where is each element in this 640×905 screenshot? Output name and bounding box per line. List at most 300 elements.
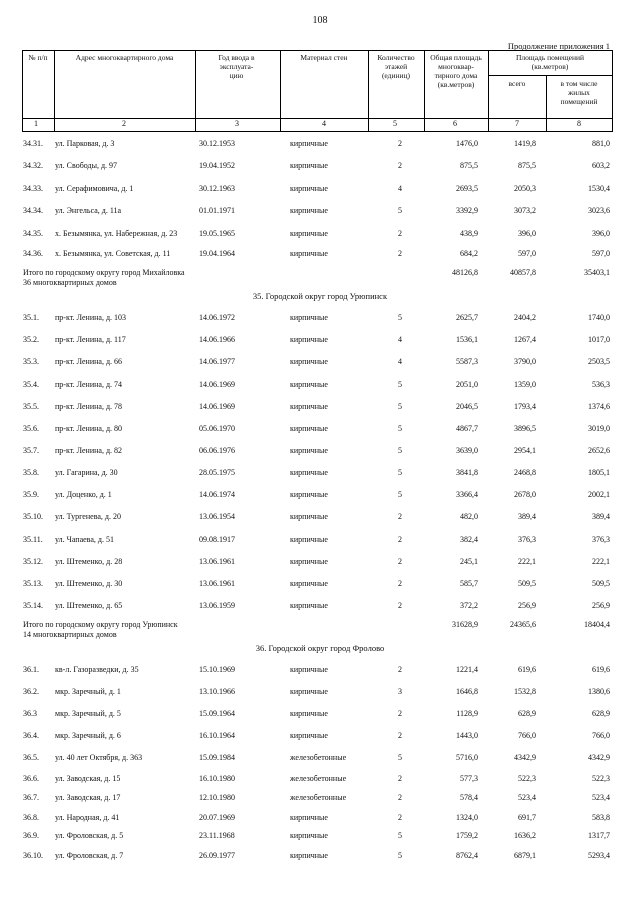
cell-addr: пр-кт. Ленина, д. 103 xyxy=(55,313,127,322)
cell-all: 3790,0 xyxy=(514,357,536,366)
cell-liv: 603,2 xyxy=(592,161,610,170)
cell-year: 13.06.1954 xyxy=(199,512,235,521)
cell-fl: 2 xyxy=(398,139,402,148)
cell-year: 15.10.1969 xyxy=(199,665,235,674)
cell-tot: 684,2 xyxy=(460,249,478,258)
cell-tot: 1443,0 xyxy=(456,731,478,740)
cell-addr: пр-кт. Ленина, д. 117 xyxy=(55,335,126,344)
cell-tot: 578,4 xyxy=(460,793,478,802)
cell-liv: 1530,4 xyxy=(588,184,610,193)
cell-num: 36.10. xyxy=(23,851,43,860)
total-tot: 31628,9 xyxy=(452,620,478,629)
cell-addr: ул. 40 лет Октября, д. 363 xyxy=(55,753,143,762)
cell-year: 05.06.1970 xyxy=(199,424,235,433)
header-premises-area-label: Площадь помещений (кв.метров) xyxy=(516,53,584,71)
table-row xyxy=(22,600,612,612)
cell-addr: пр-кт. Ленина, д. 82 xyxy=(55,446,123,455)
cell-mat: кирпичные xyxy=(290,831,328,840)
cell-num: 35.2. xyxy=(23,335,39,344)
cell-year: 16.10.1980 xyxy=(199,774,235,783)
total-all: 24365,6 xyxy=(510,620,536,629)
cell-num: 36.5. xyxy=(23,753,39,762)
column-numbers-row xyxy=(22,118,612,131)
table-row xyxy=(22,312,612,324)
cell-mat: железобетонные xyxy=(290,753,347,762)
cell-mat: кирпичные xyxy=(290,579,328,588)
table-row xyxy=(22,752,612,764)
table-row xyxy=(22,850,612,862)
cell-tot: 245,1 xyxy=(460,557,478,566)
cell-num: 36.8. xyxy=(23,813,39,822)
cell-year: 14.06.1972 xyxy=(199,313,235,322)
cell-num: 34.31. xyxy=(23,139,43,148)
cell-addr: ул. Народная, д. 41 xyxy=(55,813,120,822)
cell-tot: 372,2 xyxy=(460,601,478,610)
cell-mat: кирпичные xyxy=(290,380,328,389)
cell-all: 523,4 xyxy=(518,793,536,802)
cell-num: 35.11. xyxy=(23,535,43,544)
header-floors-label: Количество этажей (единиц) xyxy=(377,53,415,80)
cell-num: 34.33. xyxy=(23,184,43,193)
cell-addr: ул. Фроловская, д. 7 xyxy=(55,851,124,860)
header-material-label: Материал стен xyxy=(300,53,348,62)
cell-all: 509,5 xyxy=(518,579,536,588)
cell-year: 16.10.1964 xyxy=(199,731,235,740)
cell-num: 36.2. xyxy=(23,687,39,696)
cell-all: 2678,0 xyxy=(514,490,536,499)
header-total-area xyxy=(424,51,488,119)
cell-tot: 2051,0 xyxy=(456,380,478,389)
cell-year: 06.06.1976 xyxy=(199,446,235,455)
cell-fl: 5 xyxy=(398,468,402,477)
cell-liv: 2002,1 xyxy=(588,490,610,499)
cell-fl: 2 xyxy=(398,557,402,566)
cell-liv: 256,9 xyxy=(592,601,610,610)
cell-liv: 5293,4 xyxy=(588,851,610,860)
header-premises-area xyxy=(488,51,612,71)
cell-mat: кирпичные xyxy=(290,424,328,433)
cell-tot: 577,3 xyxy=(460,774,478,783)
cell-tot: 2625,7 xyxy=(456,313,478,322)
header-floors xyxy=(368,51,424,119)
table-row xyxy=(22,773,612,785)
cell-all: 597,0 xyxy=(518,249,536,258)
column-number: 5 xyxy=(393,119,397,128)
cell-year: 14.06.1966 xyxy=(199,335,235,344)
table-row xyxy=(22,356,612,368)
table-row xyxy=(22,401,612,413)
cell-num: 36.7. xyxy=(23,793,39,802)
table-row xyxy=(22,138,612,150)
column-number: 7 xyxy=(515,119,519,128)
column-number: 6 xyxy=(453,119,457,128)
cell-mat: кирпичные xyxy=(290,512,328,521)
cell-fl: 2 xyxy=(398,579,402,588)
cell-fl: 4 xyxy=(398,357,402,366)
cell-addr: ул. Штеменко, д. 30 xyxy=(55,579,123,588)
cell-addr: ул. Заводская, д. 17 xyxy=(55,793,121,802)
cell-fl: 5 xyxy=(398,831,402,840)
cell-year: 26.09.1977 xyxy=(199,851,235,860)
cell-addr: ул. Доценко, д. 1 xyxy=(55,490,112,499)
cell-addr: мкр. Заречный, д. 1 xyxy=(55,687,121,696)
cell-tot: 5716,0 xyxy=(456,753,478,762)
cell-all: 376,3 xyxy=(518,535,536,544)
cell-fl: 2 xyxy=(398,709,402,718)
cell-year: 20.07.1969 xyxy=(199,813,235,822)
header-living xyxy=(546,77,612,117)
column-number: 4 xyxy=(322,119,326,128)
cell-liv: 376,3 xyxy=(592,535,610,544)
cell-year: 13.06.1959 xyxy=(199,601,235,610)
cell-all: 3896,5 xyxy=(514,424,536,433)
cell-liv: 1374,6 xyxy=(588,402,610,411)
cell-tot: 1221,4 xyxy=(456,665,478,674)
cell-addr: ул. Парковая, д. 3 xyxy=(55,139,115,148)
cell-tot: 1476,0 xyxy=(456,139,478,148)
cell-mat: кирпичные xyxy=(290,139,328,148)
cell-liv: 509,5 xyxy=(592,579,610,588)
cell-mat: кирпичные xyxy=(290,731,328,740)
table-row xyxy=(22,183,612,195)
cell-year: 13.06.1961 xyxy=(199,557,235,566)
cell-liv: 1380,6 xyxy=(588,687,610,696)
cell-num: 35.4. xyxy=(23,380,39,389)
grid-line xyxy=(612,50,613,132)
table-row xyxy=(22,534,612,546)
cell-fl: 2 xyxy=(398,161,402,170)
cell-addr: ул. Чапаева, д. 51 xyxy=(55,535,114,544)
cell-tot: 382,4 xyxy=(460,535,478,544)
cell-addr: пр-кт. Ленина, д. 80 xyxy=(55,424,123,433)
table-row xyxy=(22,379,612,391)
cell-all: 3073,2 xyxy=(514,206,536,215)
header-all-label: всего xyxy=(508,79,526,88)
table-row xyxy=(22,812,612,824)
cell-year: 14.06.1977 xyxy=(199,357,235,366)
cell-num: 35.5. xyxy=(23,402,39,411)
cell-fl: 5 xyxy=(398,402,402,411)
cell-fl: 2 xyxy=(398,229,402,238)
cell-fl: 5 xyxy=(398,753,402,762)
table-row xyxy=(22,228,612,240)
cell-num: 36.4. xyxy=(23,731,39,740)
cell-fl: 5 xyxy=(398,380,402,389)
column-number: 2 xyxy=(122,119,126,128)
header-address xyxy=(54,51,195,119)
cell-all: 1793,4 xyxy=(514,402,536,411)
cell-addr: ул. Фроловская, д. 5 xyxy=(55,831,124,840)
cell-fl: 4 xyxy=(398,184,402,193)
cell-fl: 2 xyxy=(398,731,402,740)
table-row xyxy=(22,334,612,346)
table-row xyxy=(22,556,612,568)
cell-all: 1267,4 xyxy=(514,335,536,344)
cell-mat: кирпичные xyxy=(290,468,328,477)
cell-num: 36.6. xyxy=(23,774,39,783)
cell-fl: 5 xyxy=(398,851,402,860)
cell-liv: 881,0 xyxy=(592,139,610,148)
cell-addr: ул. Свободы, д. 97 xyxy=(55,161,118,170)
cell-liv: 396,0 xyxy=(592,229,610,238)
cell-all: 1359,0 xyxy=(514,380,536,389)
table-row xyxy=(22,160,612,172)
cell-all: 6879,1 xyxy=(514,851,536,860)
cell-tot: 4867,7 xyxy=(456,424,478,433)
cell-fl: 2 xyxy=(398,813,402,822)
cell-num: 35.6. xyxy=(23,424,39,433)
page-number: 108 xyxy=(312,15,328,26)
cell-liv: 628,9 xyxy=(592,709,610,718)
grid-line xyxy=(488,75,612,76)
cell-tot: 3639,0 xyxy=(456,446,478,455)
cell-num: 35.12. xyxy=(23,557,43,566)
cell-num: 36.3 xyxy=(23,709,37,718)
cell-num: 35.7. xyxy=(23,446,39,455)
cell-addr: ул. Штеменко, д. 28 xyxy=(55,557,123,566)
table-row xyxy=(22,730,612,742)
table-row xyxy=(22,708,612,720)
section-title: 35. Городской округ город Урюпинск xyxy=(252,291,388,301)
cell-tot: 1536,1 xyxy=(456,335,478,344)
cell-year: 15.09.1984 xyxy=(199,753,235,762)
cell-liv: 2503,5 xyxy=(588,357,610,366)
cell-all: 766,0 xyxy=(518,731,536,740)
cell-addr: пр-кт. Ленина, д. 74 xyxy=(55,380,123,389)
cell-tot: 1324,0 xyxy=(456,813,478,822)
cell-addr: ул. Штеменко, д. 65 xyxy=(55,601,123,610)
cell-fl: 2 xyxy=(398,535,402,544)
cell-num: 35.8. xyxy=(23,468,39,477)
cell-year: 19.05.1965 xyxy=(199,229,235,238)
table-row xyxy=(22,578,612,590)
section-title: 36. Городской округ город Фролово xyxy=(255,643,385,653)
cell-all: 691,7 xyxy=(518,813,536,822)
total-label: Итого по городскому округу город Михайловка xyxy=(23,268,185,277)
cell-year: 14.06.1974 xyxy=(199,490,235,499)
cell-all: 875,5 xyxy=(518,161,536,170)
cell-num: 35.13. xyxy=(23,579,43,588)
cell-fl: 5 xyxy=(398,313,402,322)
cell-num: 34.32. xyxy=(23,161,43,170)
cell-mat: кирпичные xyxy=(290,357,328,366)
cell-year: 13.10.1966 xyxy=(199,687,235,696)
total-label: Итого по городскому округу город Урюпинск xyxy=(23,620,178,629)
cell-liv: 766,0 xyxy=(592,731,610,740)
cell-num: 34.35. xyxy=(23,229,43,238)
cell-tot: 3392,9 xyxy=(456,206,478,215)
cell-year: 09.08.1917 xyxy=(199,535,235,544)
cell-tot: 3366,4 xyxy=(456,490,478,499)
cell-mat: кирпичные xyxy=(290,446,328,455)
total-tot: 48126,8 xyxy=(452,268,478,277)
table-row xyxy=(22,686,612,698)
cell-fl: 5 xyxy=(398,424,402,433)
cell-liv: 523,4 xyxy=(592,793,610,802)
cell-year: 30.12.1953 xyxy=(199,139,235,148)
table-row xyxy=(22,792,612,804)
cell-year: 28.05.1975 xyxy=(199,468,235,477)
cell-mat: кирпичные xyxy=(290,709,328,718)
cell-liv: 389,4 xyxy=(592,512,610,521)
total-count: 14 многоквартирных домов xyxy=(23,630,117,639)
cell-addr: ул. Тургенева, д. 20 xyxy=(55,512,121,521)
cell-liv: 619,6 xyxy=(592,665,610,674)
table-row xyxy=(22,664,612,676)
cell-addr: ул. Гагарина, д. 30 xyxy=(55,468,118,477)
cell-mat: кирпичные xyxy=(290,851,328,860)
cell-all: 396,0 xyxy=(518,229,536,238)
cell-mat: кирпичные xyxy=(290,535,328,544)
cell-year: 14.06.1969 xyxy=(199,402,235,411)
cell-mat: кирпичные xyxy=(290,229,328,238)
cell-liv: 522,3 xyxy=(592,774,610,783)
cell-addr: пр-кт. Ленина, д. 78 xyxy=(55,402,123,411)
cell-tot: 438,9 xyxy=(460,229,478,238)
header-living-label: в том числе жилых помещений xyxy=(560,79,598,106)
cell-num: 36.9. xyxy=(23,831,39,840)
cell-liv: 3019,0 xyxy=(588,424,610,433)
cell-liv: 583,8 xyxy=(592,813,610,822)
cell-fl: 3 xyxy=(398,687,402,696)
cell-all: 2468,8 xyxy=(514,468,536,477)
table-row xyxy=(22,511,612,523)
total-liv: 18404,4 xyxy=(584,620,610,629)
cell-all: 4342,9 xyxy=(514,753,536,762)
cell-all: 2954,1 xyxy=(514,446,536,455)
cell-tot: 875,5 xyxy=(460,161,478,170)
table-row xyxy=(22,205,612,217)
cell-all: 1419,8 xyxy=(514,139,536,148)
cell-mat: кирпичные xyxy=(290,313,328,322)
cell-addr: пр-кт. Ленина, д. 66 xyxy=(55,357,123,366)
cell-year: 13.06.1961 xyxy=(199,579,235,588)
cell-num: 35.10. xyxy=(23,512,43,521)
cell-all: 389,4 xyxy=(518,512,536,521)
cell-tot: 1759,2 xyxy=(456,831,478,840)
cell-addr: мкр. Заречный, д. 6 xyxy=(55,731,121,740)
cell-all: 222,1 xyxy=(518,557,536,566)
total-row xyxy=(22,619,612,641)
cell-all: 2050,3 xyxy=(514,184,536,193)
cell-num: 35.9. xyxy=(23,490,39,499)
cell-num: 36.1. xyxy=(23,665,39,674)
cell-tot: 5587,3 xyxy=(456,357,478,366)
cell-year: 12.10.1980 xyxy=(199,793,235,802)
cell-all: 619,6 xyxy=(518,665,536,674)
cell-year: 19.04.1964 xyxy=(199,249,235,258)
cell-fl: 5 xyxy=(398,206,402,215)
table-row xyxy=(22,830,612,842)
cell-liv: 222,1 xyxy=(592,557,610,566)
cell-liv: 597,0 xyxy=(592,249,610,258)
column-number: 1 xyxy=(34,119,38,128)
header-year xyxy=(195,51,280,119)
header-num xyxy=(22,51,54,119)
cell-mat: кирпичные xyxy=(290,601,328,610)
cell-liv: 1317,7 xyxy=(588,831,610,840)
total-count: 36 многоквартирных домов xyxy=(23,278,117,287)
cell-addr: ул. Энгельса, д. 11а xyxy=(55,206,122,215)
table-row xyxy=(22,248,612,260)
cell-fl: 5 xyxy=(398,490,402,499)
header-address-label: Адрес многоквартирного дома xyxy=(75,53,174,62)
column-number: 3 xyxy=(235,119,239,128)
cell-tot: 1128,9 xyxy=(456,709,478,718)
cell-mat: кирпичные xyxy=(290,184,328,193)
table-row xyxy=(22,445,612,457)
cell-year: 19.04.1952 xyxy=(199,161,235,170)
cell-year: 30.12.1963 xyxy=(199,184,235,193)
cell-liv: 1017,0 xyxy=(588,335,610,344)
cell-fl: 5 xyxy=(398,446,402,455)
cell-mat: кирпичные xyxy=(290,665,328,674)
cell-addr: мкр. Заречный, д. 5 xyxy=(55,709,121,718)
cell-mat: кирпичные xyxy=(290,687,328,696)
cell-mat: кирпичные xyxy=(290,335,328,344)
header-total-area-label: Общая площадь многоквар-тирного дома (кв.метров) xyxy=(430,53,482,89)
cell-num: 34.34. xyxy=(23,206,43,215)
cell-tot: 3841,8 xyxy=(456,468,478,477)
cell-tot: 2693,5 xyxy=(456,184,478,193)
header-year-label: Год ввода в эксплуата-цию xyxy=(218,53,255,80)
cell-liv: 2652,6 xyxy=(588,446,610,455)
table-row xyxy=(22,489,612,501)
cell-mat: кирпичные xyxy=(290,402,328,411)
cell-mat: кирпичные xyxy=(290,813,328,822)
cell-all: 522,3 xyxy=(518,774,536,783)
table-row xyxy=(22,423,612,435)
cell-num: 35.14. xyxy=(23,601,43,610)
cell-tot: 2046,5 xyxy=(456,402,478,411)
header-all xyxy=(488,77,546,117)
cell-addr: х. Безымянка, ул. Набережная, д. 23 xyxy=(55,229,178,238)
cell-liv: 1805,1 xyxy=(588,468,610,477)
cell-all: 256,9 xyxy=(518,601,536,610)
cell-fl: 2 xyxy=(398,793,402,802)
cell-all: 2404,2 xyxy=(514,313,536,322)
cell-all: 1636,2 xyxy=(514,831,536,840)
header-num-label: № п/п xyxy=(28,53,48,62)
total-liv: 35403,1 xyxy=(584,268,610,277)
cell-tot: 8762,4 xyxy=(456,851,478,860)
cell-addr: ул. Серафимовича, д. 1 xyxy=(55,184,134,193)
cell-all: 628,9 xyxy=(518,709,536,718)
cell-fl: 4 xyxy=(398,335,402,344)
cell-tot: 585,7 xyxy=(460,579,478,588)
cell-year: 23.11.1968 xyxy=(199,831,235,840)
grid-line xyxy=(22,131,612,132)
continuation-note: Продолжение приложения 1 xyxy=(507,41,610,51)
cell-mat: кирпичные xyxy=(290,557,328,566)
header-material xyxy=(280,51,368,119)
cell-mat: железобетонные xyxy=(290,774,347,783)
cell-addr: кв-л. Газоразведки, д. 35 xyxy=(55,665,139,674)
cell-fl: 2 xyxy=(398,601,402,610)
cell-mat: кирпичные xyxy=(290,161,328,170)
cell-num: 35.1. xyxy=(23,313,39,322)
cell-tot: 482,0 xyxy=(460,512,478,521)
cell-year: 15.09.1964 xyxy=(199,709,235,718)
cell-num: 34.36. xyxy=(23,249,43,258)
table-row xyxy=(22,467,612,479)
cell-liv: 4342,9 xyxy=(588,753,610,762)
cell-tot: 1646,8 xyxy=(456,687,478,696)
cell-all: 1532,8 xyxy=(514,687,536,696)
cell-liv: 1740,0 xyxy=(588,313,610,322)
cell-mat: кирпичные xyxy=(290,490,328,499)
cell-liv: 536,3 xyxy=(592,380,610,389)
